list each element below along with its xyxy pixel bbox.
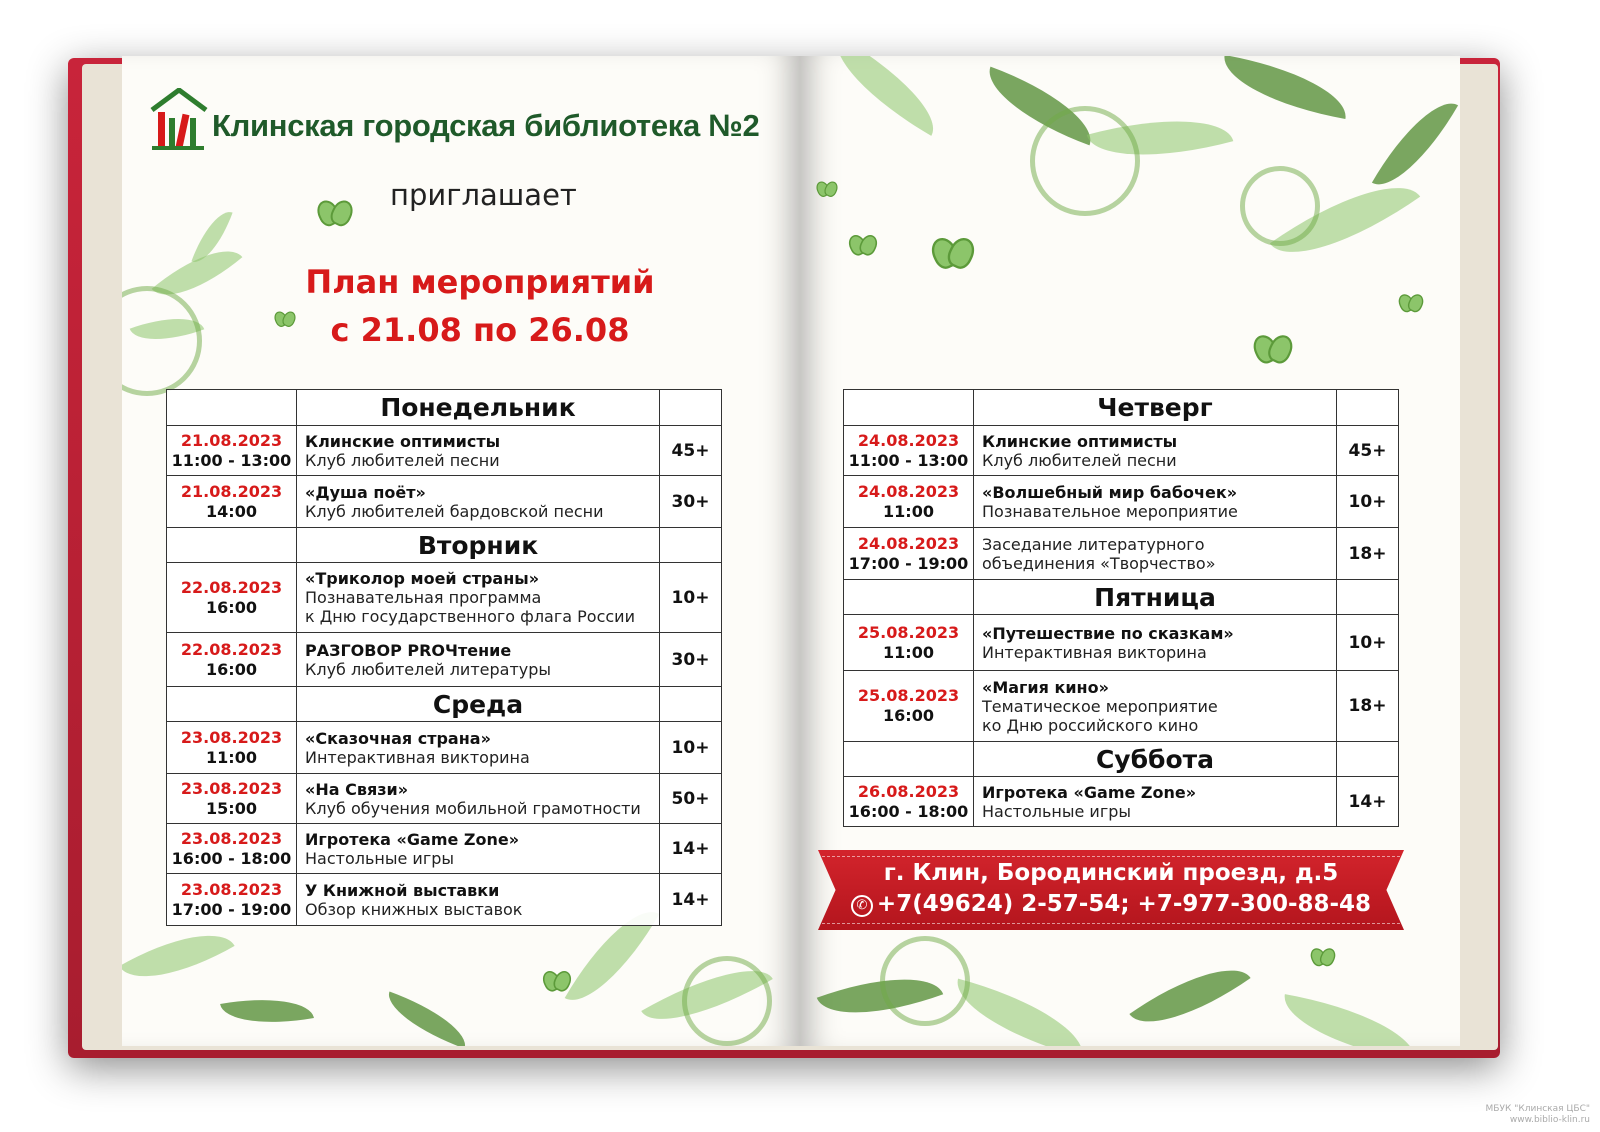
event-date: 24.08.2023 — [857, 533, 960, 553]
event-time: 15:00 — [206, 798, 257, 818]
event-datetime — [844, 671, 974, 742]
event-info — [974, 528, 1337, 580]
event-description: Клуб любителей бардовской песни — [305, 501, 604, 521]
event-row — [844, 528, 1399, 580]
event-time: 16:00 - 18:00 — [848, 801, 969, 821]
plan-title: План мероприятий — [305, 263, 655, 301]
event-row — [167, 874, 722, 926]
event-info — [974, 476, 1337, 528]
event-description: Клуб любителей песни — [982, 450, 1177, 470]
butterfly-icon — [1399, 294, 1423, 312]
event-datetime — [844, 777, 974, 827]
event-datetime — [167, 824, 297, 874]
day-name: Понедельник — [297, 390, 660, 426]
event-description: ко Дню российского кино — [982, 715, 1199, 735]
event-info — [974, 615, 1337, 671]
event-row — [167, 633, 722, 687]
day-name: Среда — [297, 687, 660, 722]
empty-cell — [660, 687, 722, 722]
age-rating: 10+ — [660, 722, 722, 774]
event-description: Клуб любителей литературы — [305, 659, 552, 679]
invites-text: приглашает — [390, 178, 577, 212]
event-datetime — [167, 774, 297, 824]
day-header-row — [844, 742, 1399, 777]
butterfly-icon — [849, 235, 876, 256]
empty-cell — [167, 528, 297, 563]
address-text: г. Клин, Бородинский проезд, д.5 — [883, 860, 1339, 886]
event-datetime — [167, 874, 297, 926]
event-datetime — [844, 528, 974, 580]
event-info — [297, 426, 660, 476]
event-date: 23.08.2023 — [180, 879, 283, 899]
event-description: Настольные игры — [305, 848, 455, 868]
day-name: Четверг — [974, 390, 1337, 426]
right-schedule-table — [843, 389, 1399, 827]
event-date: 23.08.2023 — [180, 727, 283, 747]
event-description: Познавательная программа — [305, 588, 542, 607]
event-row — [167, 774, 722, 824]
event-date: 23.08.2023 — [180, 778, 283, 798]
event-datetime — [167, 633, 297, 687]
event-description: Обзор книжных выставок — [305, 899, 523, 919]
event-description: Интерактивная викторина — [982, 642, 1207, 662]
phone-icon: ✆ — [851, 895, 873, 917]
event-date: 24.08.2023 — [857, 430, 960, 450]
empty-cell — [1337, 580, 1399, 615]
event-description: Интерактивная викторина — [305, 747, 530, 767]
event-date: 21.08.2023 — [180, 430, 283, 450]
event-date: 24.08.2023 — [857, 481, 960, 501]
empty-cell — [844, 580, 974, 615]
event-row — [167, 476, 722, 528]
event-time: 16:00 — [206, 659, 257, 679]
empty-cell — [660, 390, 722, 426]
event-datetime — [167, 476, 297, 528]
age-rating: 30+ — [660, 476, 722, 528]
event-time: 16:00 - 18:00 — [171, 848, 292, 868]
age-rating: 10+ — [1337, 615, 1399, 671]
phone-numbers: +7(49624) 2-57-54; +7-977-300-88-48 — [876, 891, 1372, 917]
watermark — [1486, 1104, 1590, 1126]
event-row — [844, 671, 1399, 742]
day-header-row — [167, 528, 722, 563]
event-date: 25.08.2023 — [857, 622, 960, 642]
day-header-row — [844, 580, 1399, 615]
event-name: Клинские оптимисты — [982, 431, 1178, 451]
event-row — [844, 777, 1399, 827]
butterfly-icon — [1254, 335, 1291, 364]
event-datetime — [167, 722, 297, 774]
empty-cell — [844, 742, 974, 777]
library-name: Клинская городская библиотека №2 — [212, 108, 760, 143]
plan-heading — [300, 258, 660, 354]
event-description: Настольные игры — [982, 801, 1132, 821]
empty-cell — [1337, 742, 1399, 777]
event-time: 11:00 - 13:00 — [171, 450, 292, 470]
day-name: Вторник — [297, 528, 660, 563]
empty-cell — [660, 528, 722, 563]
event-row — [167, 722, 722, 774]
event-info — [297, 824, 660, 874]
event-name: «Путешествие по сказкам» — [982, 623, 1234, 643]
age-rating: 10+ — [1337, 476, 1399, 528]
event-name: «На Связи» — [305, 779, 409, 799]
event-time: 11:00 — [883, 642, 934, 662]
empty-cell — [1337, 390, 1399, 426]
event-date: 22.08.2023 — [180, 577, 283, 597]
butterfly-icon — [817, 181, 837, 197]
plan-dates: с 21.08 по 26.08 — [330, 311, 630, 349]
event-datetime — [844, 426, 974, 476]
event-datetime — [844, 615, 974, 671]
event-info — [974, 777, 1337, 827]
event-name: «Магия кино» — [982, 677, 1109, 697]
event-time: 16:00 — [883, 706, 934, 725]
event-name: РАЗГОВОР PROЧтение — [305, 640, 512, 660]
event-info — [974, 671, 1337, 742]
event-name: Клинские оптимисты — [305, 431, 501, 451]
event-time: 14:00 — [206, 501, 257, 521]
event-description: к Дню государственного флага России — [305, 607, 635, 626]
event-row — [167, 563, 722, 633]
empty-cell — [844, 390, 974, 426]
butterfly-icon — [933, 237, 974, 268]
event-date: 26.08.2023 — [857, 781, 960, 801]
event-name: У Книжной выставки — [305, 880, 500, 900]
event-info — [297, 874, 660, 926]
event-info — [297, 476, 660, 528]
event-datetime — [167, 426, 297, 476]
age-rating: 50+ — [660, 774, 722, 824]
day-name: Пятница — [974, 580, 1337, 615]
event-time: 17:00 - 19:00 — [848, 553, 969, 573]
age-rating: 14+ — [660, 824, 722, 874]
age-rating: 18+ — [1337, 528, 1399, 580]
butterfly-icon — [318, 200, 352, 226]
event-date: 23.08.2023 — [180, 828, 283, 848]
event-name: Игротека «Game Zone» — [982, 782, 1197, 802]
event-row — [167, 426, 722, 476]
event-time: 11:00 — [206, 747, 257, 767]
age-rating: 45+ — [660, 426, 722, 476]
event-name: «Сказочная страна» — [305, 728, 491, 748]
event-description: Заседание литературного — [982, 534, 1205, 554]
event-time: 16:00 — [206, 597, 257, 617]
butterfly-icon — [1311, 948, 1335, 966]
event-datetime — [844, 476, 974, 528]
age-rating: 18+ — [1337, 671, 1399, 742]
library-logo-icon — [150, 88, 208, 152]
empty-cell — [167, 687, 297, 722]
event-datetime — [167, 563, 297, 633]
event-info — [297, 563, 660, 633]
event-date: 25.08.2023 — [857, 686, 960, 705]
butterfly-icon — [543, 971, 570, 992]
event-name: «Триколор моей страны» — [305, 569, 540, 588]
age-rating: 14+ — [660, 874, 722, 926]
event-name: «Волшебный мир бабочек» — [982, 482, 1238, 502]
event-time: 17:00 - 19:00 — [171, 899, 292, 919]
event-description: объединения «Творчество» — [982, 553, 1216, 573]
day-header-row — [167, 390, 722, 426]
butterfly-icon — [275, 311, 295, 327]
age-rating: 30+ — [660, 633, 722, 687]
watermark-url: www.biblio-klin.ru — [1509, 1115, 1590, 1125]
event-time: 11:00 — [883, 501, 934, 521]
day-header-row — [844, 390, 1399, 426]
event-description: Тематическое мероприятие — [982, 696, 1218, 716]
event-name: «Душа поёт» — [305, 482, 426, 502]
age-rating: 10+ — [660, 563, 722, 633]
event-row — [844, 426, 1399, 476]
empty-cell — [167, 390, 297, 426]
event-date: 21.08.2023 — [180, 481, 283, 501]
event-info — [297, 633, 660, 687]
event-row — [844, 476, 1399, 528]
event-row — [844, 615, 1399, 671]
left-schedule-table — [166, 389, 722, 926]
age-rating: 14+ — [1337, 777, 1399, 827]
phone-line — [818, 889, 1404, 919]
event-info — [297, 722, 660, 774]
event-description: Клуб обучения мобильной грамотности — [305, 798, 641, 818]
watermark-org: МБУК "Клинская ЦБС" — [1485, 1104, 1590, 1114]
event-description: Познавательное мероприятие — [982, 501, 1238, 521]
event-row — [167, 824, 722, 874]
event-info — [297, 774, 660, 824]
day-header-row — [167, 687, 722, 722]
event-date: 22.08.2023 — [180, 639, 283, 659]
age-rating: 45+ — [1337, 426, 1399, 476]
event-description: Клуб любителей песни — [305, 450, 500, 470]
day-name: Суббота — [974, 742, 1337, 777]
event-info — [974, 426, 1337, 476]
event-name: Игротека «Game Zone» — [305, 829, 520, 849]
event-time: 11:00 - 13:00 — [848, 450, 969, 470]
